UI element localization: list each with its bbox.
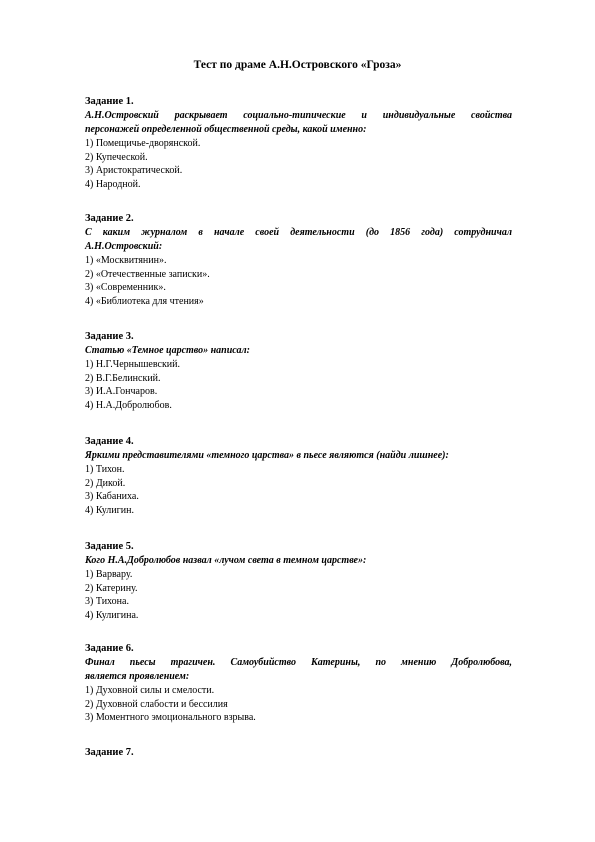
answer-option: 2) Купеческой. <box>85 151 148 163</box>
answer-option: 4) Кулигин. <box>85 504 134 516</box>
task-3 <box>85 330 512 412</box>
answer-option: 1) Тихон. <box>85 464 125 475</box>
answer-option: 4) Н.А.Добролюбов. <box>85 399 172 411</box>
task-4 <box>85 435 512 517</box>
task-heading: Задание 2. <box>85 213 134 224</box>
answer-options <box>85 684 512 725</box>
question-line: А.Н.Островский раскрывает социально-типические и индивидуальные свойства <box>85 110 512 121</box>
answer-option: 3) «Современник». <box>85 282 166 293</box>
task-heading: Задание 1. <box>85 96 134 107</box>
answer-option: 1) Помещичье-дворянской. <box>85 138 201 149</box>
answer-option: 1) Варвару. <box>85 569 133 580</box>
answer-option: 4) Кулигина. <box>85 609 139 621</box>
page-title: Тест по драме А.Н.Островского «Гроза» <box>193 59 402 71</box>
task-heading: Задание 6. <box>85 643 134 654</box>
question-line: С каким журналом в начале своей деятельности (до 1856 года) сотрудничал <box>85 227 512 238</box>
task-heading: Задание 4. <box>85 436 134 447</box>
task-heading: Задание 7. <box>85 747 134 758</box>
task-2 <box>85 212 512 308</box>
task-heading: Задание 5. <box>85 541 134 552</box>
task-7 <box>85 746 512 760</box>
answer-option: 3) Кабаниха. <box>85 491 139 502</box>
answer-options <box>85 358 512 412</box>
question-line: Кого Н.А.Добролюбов назвал «лучом света в темном царстве»: <box>85 555 367 566</box>
question-line: является проявлением: <box>85 671 190 682</box>
question-line: А.Н.Островский: <box>85 241 163 252</box>
task-1 <box>85 95 512 191</box>
task-5 <box>85 540 512 622</box>
answer-option: 2) Катерину. <box>85 582 138 594</box>
answer-options <box>85 254 512 308</box>
answer-options <box>85 137 512 191</box>
answer-options <box>85 463 512 517</box>
answer-option: 2) Дикой. <box>85 477 126 489</box>
answer-option: 3) Тихона. <box>85 596 129 607</box>
answer-option: 1) «Москвитянин». <box>85 255 167 266</box>
question-line: Финал пьесы трагичен. Самоубийство Катерины, по мнению Добролюбова, <box>85 657 512 668</box>
answer-option: 4) «Библиотека для чтения» <box>85 295 204 307</box>
answer-option: 2) Духовной слабости и бессилия <box>85 698 228 710</box>
task-heading: Задание 3. <box>85 331 134 342</box>
answer-option: 1) Духовной силы и смелости. <box>85 685 215 696</box>
question-line: Яркими представителями «темного царства» в пьесе являются (найди лишнее): <box>85 450 449 461</box>
question-line: персонажей определенной общественной среды, какой именно: <box>85 124 367 135</box>
question-line: Статью «Темное царство» написал: <box>85 345 250 356</box>
answer-option: 1) Н.Г.Чернышевский. <box>85 359 181 370</box>
answer-option: 2) «Отечественные записки». <box>85 268 210 280</box>
answer-options <box>85 568 512 622</box>
task-6 <box>85 642 512 725</box>
answer-option: 3) И.А.Гончаров. <box>85 386 158 397</box>
answer-option: 3) Моментного эмоционального взрыва. <box>85 712 256 723</box>
answer-option: 2) В.Г.Белинский. <box>85 372 161 384</box>
answer-option: 3) Аристократической. <box>85 165 183 176</box>
answer-option: 4) Народной. <box>85 178 141 190</box>
